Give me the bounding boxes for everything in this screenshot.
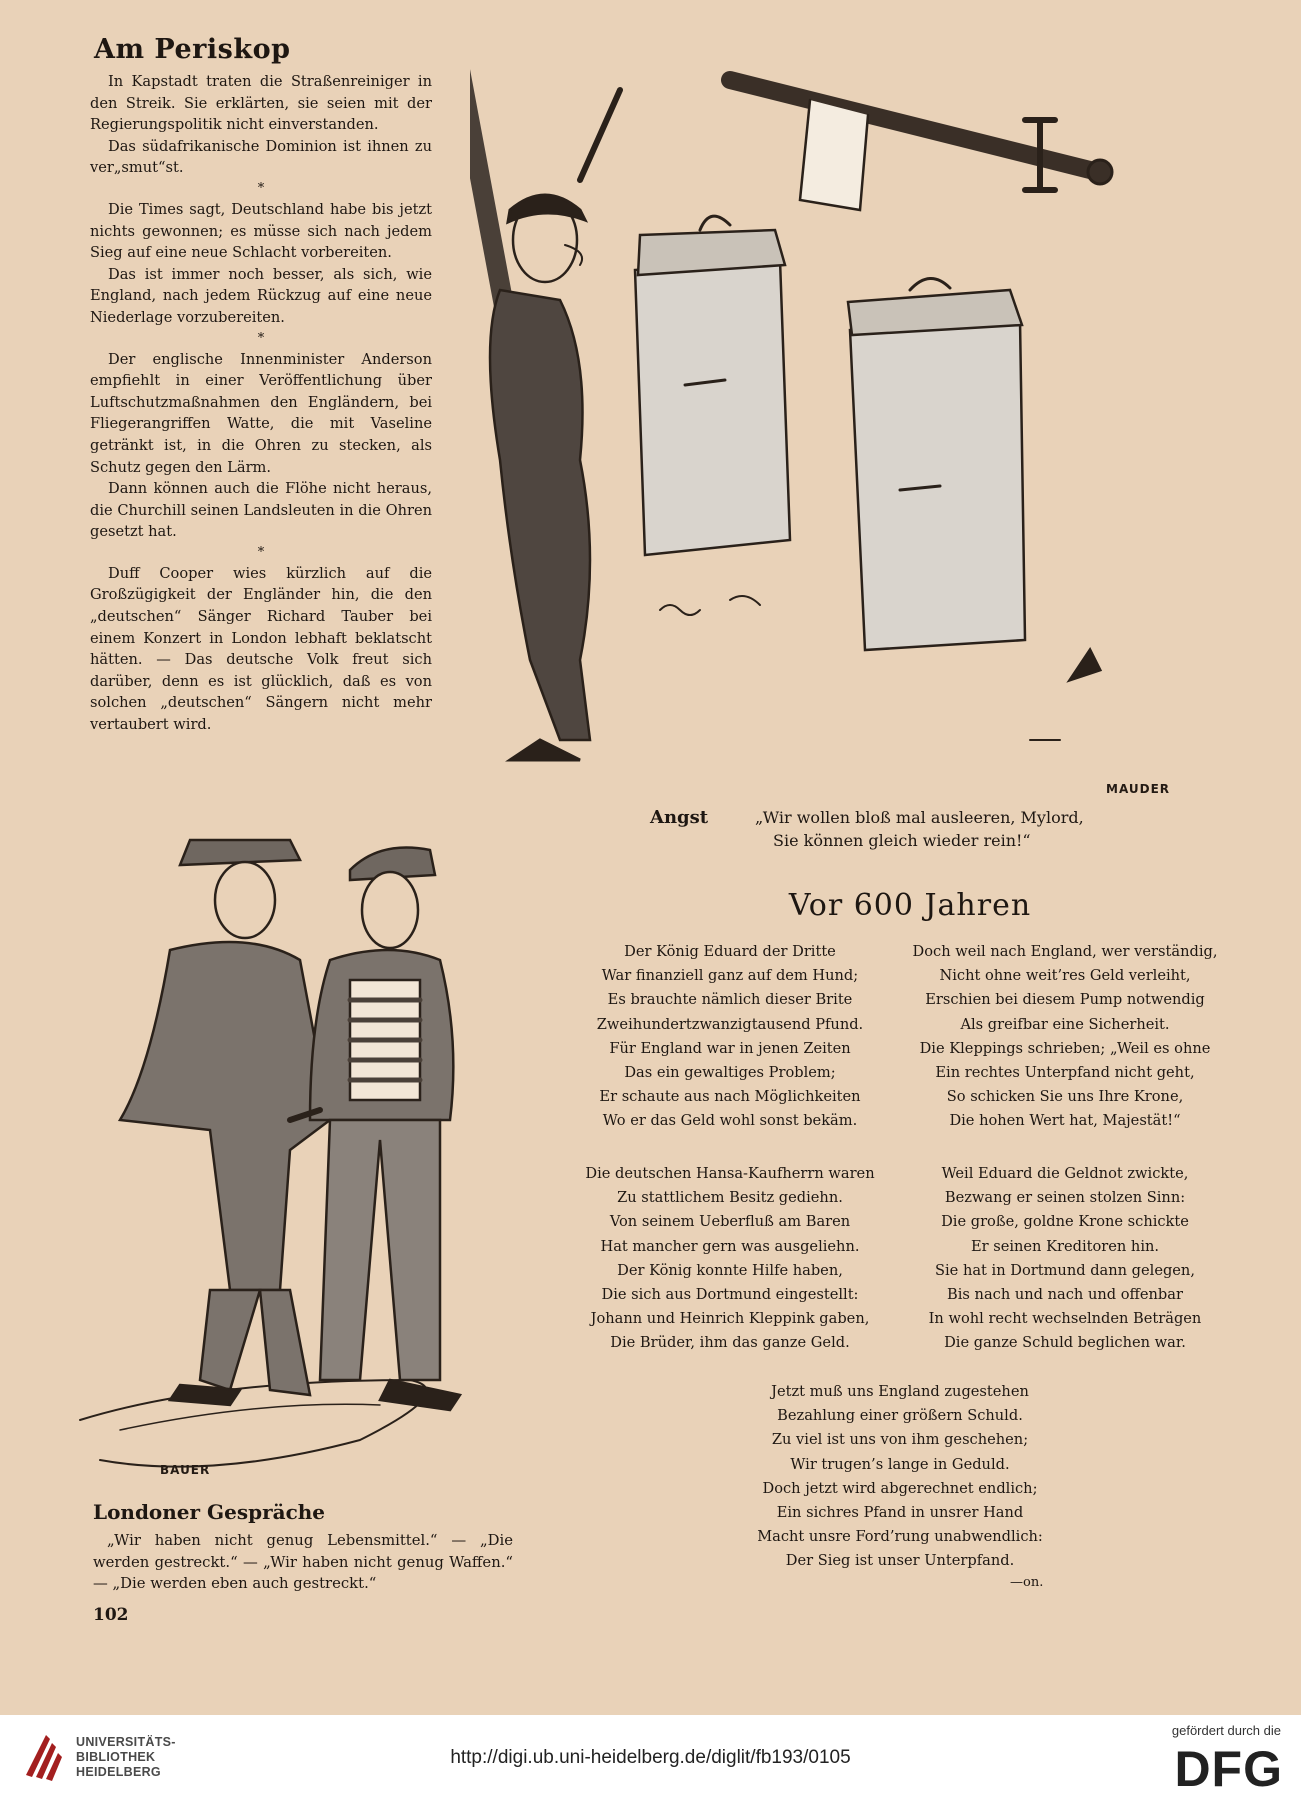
dfg-logo[interactable]: DFG	[1174, 1741, 1283, 1797]
poem-line: Zweihundertzwanzigtausend Pfund.	[596, 1015, 864, 1033]
periskop-paragraph: Die Times sagt, Deutschland habe bis jetzt nichts gewonnen; es müsse sich nach jedem Sieg auf eine neue Schlacht vorbereiten.	[90, 200, 432, 262]
poem-line: Wo er das Geld wohl sonst bekäm.	[602, 1112, 858, 1130]
angst-label: Angst	[650, 807, 709, 828]
poem-line: War finanziell ganz auf dem Hund;	[601, 967, 859, 985]
separator-star: *	[257, 544, 265, 560]
poem-stanza	[560, 940, 900, 1134]
poem-line: Der Sieg ist unser Unterpfand.	[785, 1552, 1015, 1570]
poem-line: Das ein gewaltiges Problem;	[624, 1064, 836, 1082]
poem-line: Die ganze Schuld beglichen war.	[944, 1334, 1186, 1352]
poem-line: Er schaute aus nach Möglichkeiten	[599, 1088, 861, 1106]
poem-line: Doch jetzt wird abgerechnet endlich;	[762, 1479, 1038, 1497]
poem-line: Bezahlung einer größern Schuld.	[777, 1407, 1023, 1425]
poem-line: Für England war in jenen Zeiten	[609, 1039, 851, 1057]
periskop-paragraph: Dann können auch die Flöhe nicht heraus, die Churchill seinen Landsleuten in die Ohren gesetzt hat.	[90, 480, 432, 541]
poem-stanza	[720, 1380, 1080, 1574]
poem-line: Sie hat in Dortmund dann gelegen,	[935, 1261, 1195, 1279]
periskop-title: Am Periskop	[94, 34, 291, 65]
funded-by-label: gefördert durch die	[1171, 1723, 1281, 1738]
periskop-paragraph: Der englische Innenminister Anderson empfiehlt in einer Veröffentlichung über Luftschutzmaßnahmen den Engländern, bei Fliegerangriffen Watte, die mit Vaseline getränkt ist, in die Ohren zu stecken, als Schutz gegen den Lärm.	[90, 350, 432, 476]
artist-signature-bauer: BAUER	[160, 1463, 211, 1477]
separator-star: *	[257, 180, 265, 196]
angst-quote-line: „Wir wollen bloß mal ausleeren, Mylord,	[755, 808, 1084, 827]
artist-signature-mauder: MAUDER	[1106, 782, 1171, 796]
periskop-paragraph: In Kapstadt traten die Straßenreiniger in den Streik. Sie erklärten, sie seien mit der Regierungspolitik nicht einverstanden.	[90, 73, 432, 134]
separator-star: *	[257, 330, 265, 346]
poem-line: Nicht ohne weit’res Geld verleiht,	[939, 967, 1191, 985]
poem-line: Die Kleppings schrieben; „Weil es ohne	[919, 1039, 1211, 1057]
poem-line: Der König konnte Hilfe haben,	[617, 1261, 843, 1279]
poem-line: Von seinem Ueberfluß am Baren	[609, 1213, 851, 1231]
angst-quote-line: Sie können gleich wieder rein!“	[773, 831, 1031, 850]
poem-line: Die sich aus Dortmund eingestellt:	[601, 1286, 859, 1304]
poem-line: Die große, goldne Krone schickte	[941, 1213, 1189, 1231]
poem-line: Die deutschen Hansa-Kaufherrn waren	[585, 1165, 875, 1182]
poem-line: Bis nach und nach und offenbar	[947, 1286, 1183, 1304]
londoner-cartoon	[60, 820, 530, 1480]
poem-line: Er seinen Kreditoren hin.	[970, 1237, 1160, 1255]
poem-stanza	[560, 1162, 900, 1356]
poem-line: Johann und Heinrich Kleppink gaben,	[590, 1310, 870, 1328]
poem-line: Die hohen Wert hat, Majestät!“	[949, 1112, 1181, 1130]
poem-stanza	[900, 1162, 1230, 1356]
londoner-section	[93, 1500, 513, 1595]
poem-line: In wohl recht wechselnden Beträgen	[928, 1310, 1202, 1328]
poem-line: So schicken Sie uns Ihre Krone,	[946, 1088, 1184, 1106]
angst-quote	[755, 806, 1175, 852]
poem-line: Wir trugen’s lange in Geduld.	[790, 1455, 1010, 1473]
library-name-line: UNIVERSITÄTS-	[76, 1735, 176, 1749]
poem-line: Ein sichres Pfand in unsrer Hand	[776, 1504, 1024, 1522]
periskop-column	[90, 34, 432, 736]
poem-line: Jetzt muß uns England zugestehen	[771, 1383, 1029, 1400]
poem-line: Ein rechtes Unterpfand nicht geht,	[935, 1064, 1195, 1082]
poem-line: Bezwang er seinen stolzen Sinn:	[944, 1189, 1186, 1207]
library-name-line: BIBLIOTHEK	[76, 1750, 156, 1764]
periskop-paragraph: Das südafrikanische Dominion ist ihnen zu ver„smut“st.	[90, 137, 432, 177]
poem-line: Zu stattlichem Besitz gediehn.	[617, 1189, 843, 1207]
londoner-text: „Wir haben nicht genug Lebensmittel.“ — „Die werden gestreckt.“ — „Wir haben nicht genug Waffen.“ — „Die werden eben auch gestreckt.“	[93, 1532, 513, 1593]
poem-line: Als greifbar eine Sicherheit.	[960, 1015, 1170, 1033]
poem-line: Der König Eduard der Dritte	[624, 943, 836, 960]
londoner-title: Londoner Gespräche	[93, 1500, 326, 1524]
periskop-paragraph: Duff Cooper wies kürzlich auf die Großzügigkeit der Engländer hin, die den „deutschen“ Sänger Richard Tauber bei einem Konzert in London lebhaft beklatscht hätten. — Das deutsche Volk freut sich darüber, denn es ist glücklich, daß es von solchen „deutschen“ Sängern nicht mehr vertaubert wird.	[90, 564, 432, 734]
page-number: 102	[93, 1605, 129, 1625]
periskop-paragraph: Das ist immer noch besser, als sich, wie England, nach jedem Rückzug auf eine neue Niederlage vorzubereiten.	[90, 265, 432, 326]
library-name-line: HEIDELBERG	[76, 1765, 161, 1779]
poem-line: Doch weil nach England, wer verständig,	[912, 943, 1218, 960]
angst-cartoon	[470, 40, 1230, 800]
page-url-link[interactable]: http://digi.ub.uni-heidelberg.de/diglit/fb193/0105	[450, 1747, 851, 1768]
viewer-footer	[0, 1715, 1301, 1810]
poem-stanza	[900, 940, 1230, 1134]
poem-line: Erschien bei diesem Pump notwendig	[925, 991, 1205, 1009]
poem-line: Macht unsre Ford’rung unabwendlich:	[757, 1528, 1043, 1546]
poem-line: Die Brüder, ihm das ganze Geld.	[610, 1334, 850, 1352]
poem-signature: —on.	[1010, 1575, 1044, 1590]
poem-title: Vor 600 Jahren	[788, 888, 1032, 923]
poem-line: Hat mancher gern was ausgeliehn.	[600, 1237, 860, 1255]
poem-line: Zu viel ist uns von ihm geschehen;	[771, 1431, 1029, 1449]
poem-line: Es brauchte nämlich dieser Brite	[607, 991, 853, 1009]
poem-line: Weil Eduard die Geldnot zwickte,	[941, 1165, 1189, 1182]
